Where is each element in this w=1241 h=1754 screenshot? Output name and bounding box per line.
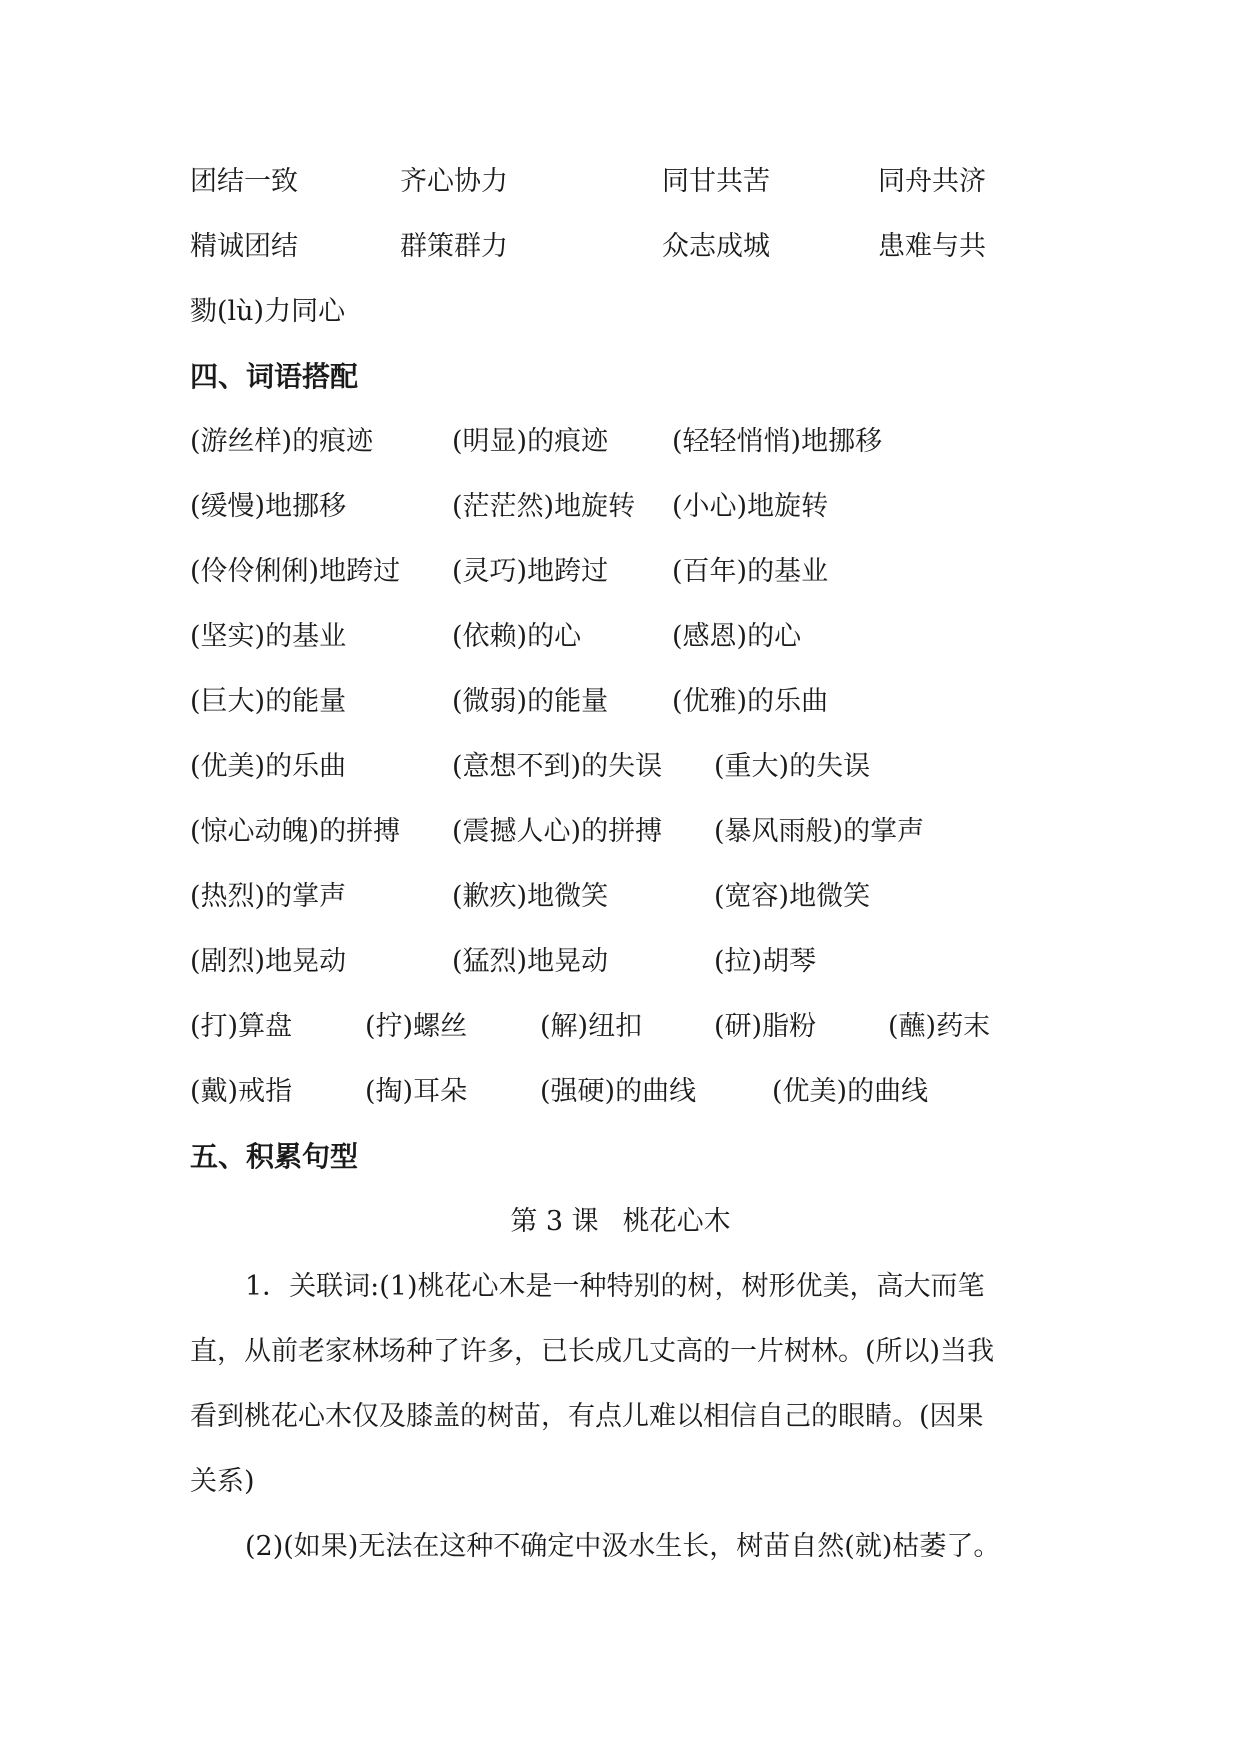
collocation: (明显)的痕迹 — [452, 426, 609, 457]
collocation: (坚实)的基业 — [190, 621, 347, 652]
collocation: (伶伶俐俐)地跨过 — [190, 556, 401, 587]
idiom: 同甘共苦 — [662, 166, 770, 197]
collocation: (微弱)的能量 — [452, 686, 609, 717]
lesson-title — [0, 1202, 1241, 1242]
collocation: (暴风雨般)的掌声 — [714, 816, 925, 847]
idiom: 患难与共 — [878, 231, 986, 262]
idiom: 众志成城 — [662, 231, 770, 262]
collocation: (茫茫然)地旋转 — [452, 491, 636, 522]
collocation: (研)脂粉 — [714, 1011, 817, 1042]
collocation: (依赖)的心 — [452, 621, 582, 652]
lesson-label: 第 3 课 — [510, 1206, 599, 1237]
collocation: (宽容)地微笑 — [714, 881, 871, 912]
idiom: 团结一致 — [190, 166, 298, 197]
collocation: (拉)胡琴 — [714, 946, 817, 977]
collocation: (掏)耳朵 — [365, 1076, 468, 1107]
collocation: (戴)戒指 — [190, 1076, 293, 1107]
collocation: (优雅)的乐曲 — [672, 686, 829, 717]
section-heading: 五、积累句型 — [190, 1140, 359, 1173]
collocation: (轻轻悄悄)地挪移 — [672, 426, 883, 457]
section-heading: 四、词语搭配 — [190, 360, 359, 393]
collocation: (热烈)的掌声 — [190, 881, 347, 912]
collocation: (优美)的乐曲 — [190, 751, 347, 782]
collocation: (优美)的曲线 — [772, 1076, 929, 1107]
collocation: (感恩)的心 — [672, 621, 802, 652]
collocation: (重大)的失误 — [714, 751, 871, 782]
collocation: (缓慢)地挪移 — [190, 491, 347, 522]
collocation: (剧烈)地晃动 — [190, 946, 347, 977]
idiom: 群策群力 — [400, 231, 508, 262]
collocation: (惊心动魄)的拼搏 — [190, 816, 401, 847]
paragraph-line: 1．关联词:(1)桃花心木是一种特别的树，树形优美，高大而笔 — [245, 1271, 985, 1302]
paragraph-line: 关系) — [190, 1466, 255, 1497]
collocation: (小心)地旋转 — [672, 491, 829, 522]
collocation: (解)纽扣 — [540, 1011, 643, 1042]
paragraph-line: 看到桃花心木仅及膝盖的树苗，有点儿难以相信自己的眼睛。(因果 — [190, 1401, 984, 1432]
idiom: 精诚团结 — [190, 231, 298, 262]
collocation: (百年)的基业 — [672, 556, 829, 587]
paragraph-line: (2)(如果)无法在这种不确定中汲水生长，树苗自然(就)枯萎了。 — [245, 1531, 1001, 1562]
collocation: (强硬)的曲线 — [540, 1076, 697, 1107]
paragraph-line: 直，从前老家林场种了许多，已长成几丈高的一片树林。(所以)当我 — [190, 1336, 995, 1367]
collocation: (蘸)药末 — [888, 1011, 991, 1042]
idiom: 勠(lù)力同心 — [190, 296, 346, 327]
lesson-name: 桃花心木 — [622, 1206, 731, 1237]
idiom: 同舟共济 — [878, 166, 986, 197]
collocation: (打)算盘 — [190, 1011, 293, 1042]
collocation: (灵巧)地跨过 — [452, 556, 609, 587]
collocation: (巨大)的能量 — [190, 686, 347, 717]
idiom: 齐心协力 — [400, 166, 508, 197]
collocation: (拧)螺丝 — [365, 1011, 468, 1042]
collocation: (猛烈)地晃动 — [452, 946, 609, 977]
collocation: (歉疚)地微笑 — [452, 881, 609, 912]
collocation: (震撼人心)的拼搏 — [452, 816, 663, 847]
collocation: (意想不到)的失误 — [452, 751, 663, 782]
collocation: (游丝样)的痕迹 — [190, 426, 374, 457]
